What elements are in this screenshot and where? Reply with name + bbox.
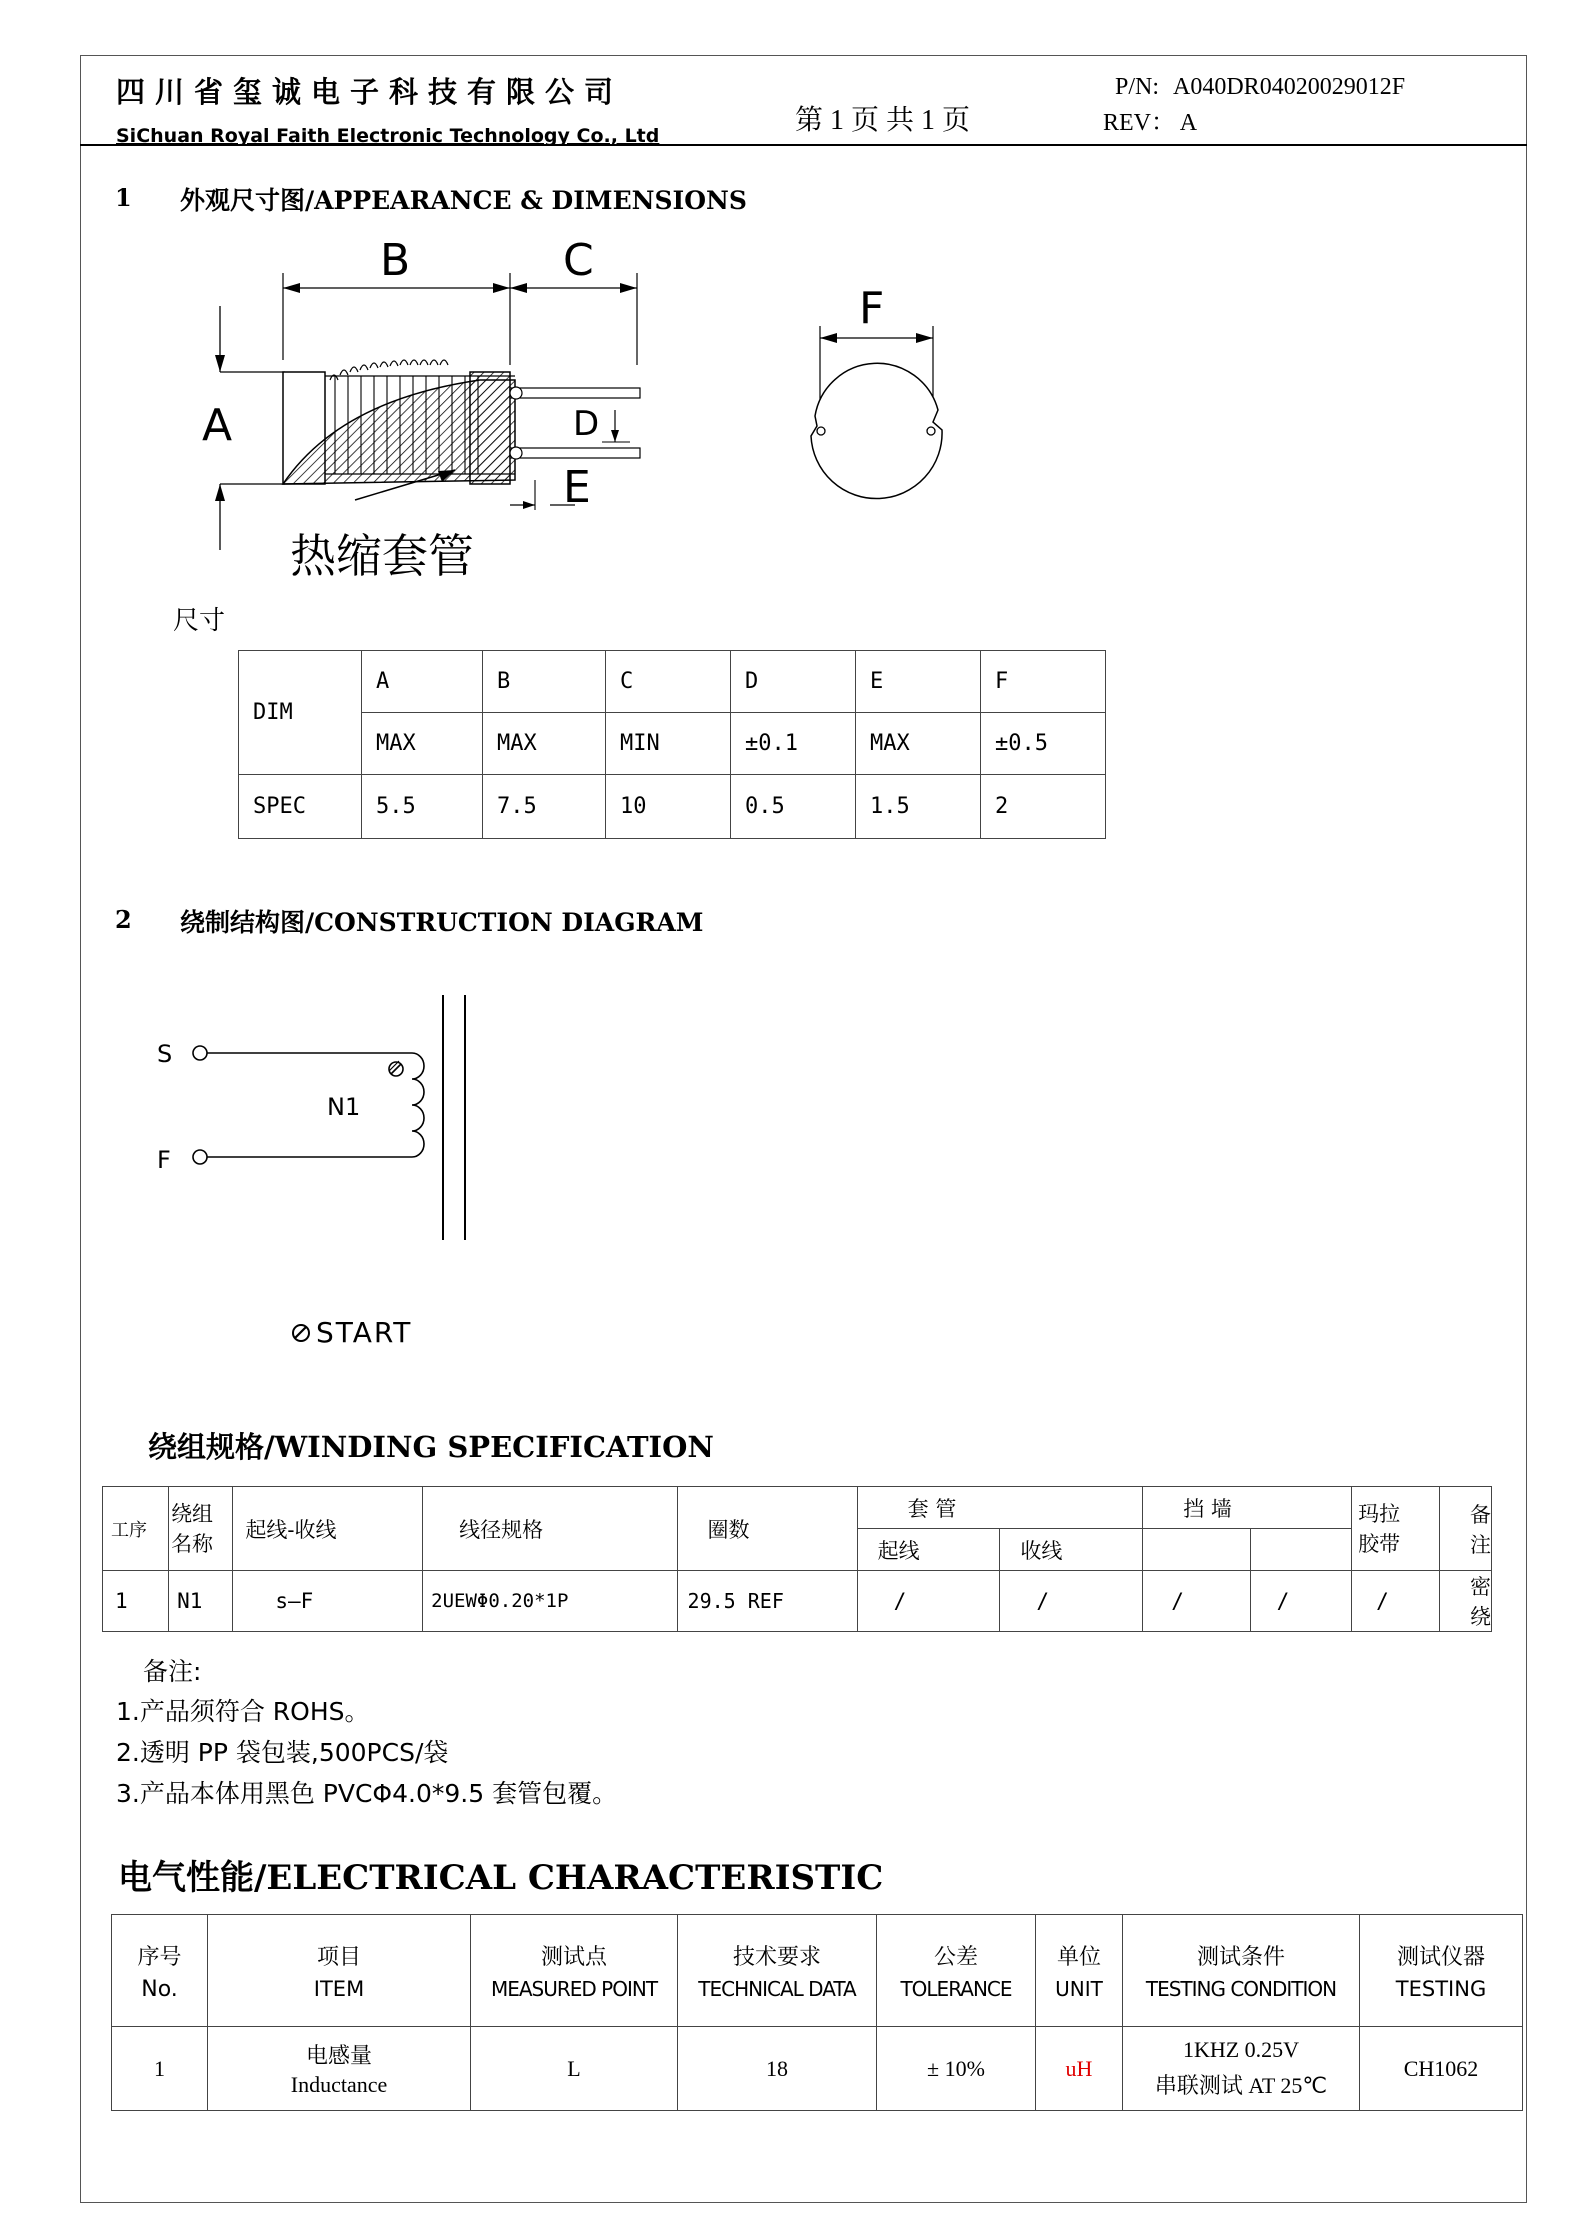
bottom-view-drawing [795,318,955,508]
wh-wall: 挡 墙 [1143,1487,1352,1529]
wh-turns: 圈数 [677,1487,857,1571]
wr-wire: 2UEWΦ0.20*1P [423,1571,677,1632]
rev-value: A [1179,110,1198,136]
dim-col-a: A [362,651,483,713]
label-sleeve: 热缩套管 [290,529,474,583]
eh-tolerance: 公差 TOLERANCE [877,1915,1036,2027]
wr-turns: 29.5 REF [677,1571,857,1632]
eh-testing: 测试仪器 TESTING [1360,1915,1523,2027]
dim-spec-header: SPEC [239,775,362,839]
dim-spec-a: 5.5 [362,775,483,839]
label-C: C [563,235,594,286]
er-unit: uH [1036,2027,1123,2111]
dim-type-e: MAX [856,713,981,775]
label-F: F [859,283,885,334]
company-name-en: SiChuan Royal Faith Electronic Technology Co., Ltd [116,125,660,147]
dim-col-b: B [483,651,606,713]
wh-tape: 玛拉 胶带 [1352,1487,1440,1571]
wh-remark: 备 注 [1440,1487,1492,1571]
wh-start-end: 起线-收线 [233,1487,423,1571]
section1-number: 1 [115,183,132,212]
wr-sleeve-start: / [857,1571,1000,1632]
wr-tape: / [1352,1571,1440,1632]
dim-col-d: D [731,651,856,713]
winding-row [103,1571,1492,1632]
wr-wall-2: / [1250,1571,1352,1632]
eh-unit: 单位 UNIT [1036,1915,1123,2027]
rev-label: REV： [1103,110,1175,136]
winding-spec-title: 绕组规格/WINDING SPECIFICATION [148,1430,714,1464]
company-name-cn: 四川省玺诚电子科技有限公司 [116,75,624,109]
label-D: D [573,404,600,444]
dim-type-d: ±0.1 [731,713,856,775]
wr-remark: 密 绕 [1440,1571,1492,1632]
start-legend: START [316,1316,413,1349]
wh-name: 绕组 名称 [169,1487,233,1571]
eh-point: 测试点 MEASURED POINT [471,1915,678,2027]
dim-type-c: MIN [606,713,731,775]
notes-title: 备注: [143,1657,202,1686]
dim-type-a: MAX [362,713,483,775]
eh-condition: 测试条件 TESTING CONDITION [1123,1915,1360,2027]
er-no: 1 [112,2027,208,2111]
wh-wall-2 [1250,1529,1352,1571]
part-number [1115,74,1405,101]
dim-spec-d: 0.5 [731,775,856,839]
dim-spec-e: 1.5 [856,775,981,839]
wr-name: N1 [169,1571,233,1632]
note-1: 1.产品须符合 ROHS。 [116,1697,370,1726]
dim-spec-b: 7.5 [483,775,606,839]
er-point: L [471,2027,678,2111]
er-data: 18 [678,2027,877,2111]
wr-wall-1: / [1143,1571,1250,1632]
section1-title: 外观尺寸图/APPEARANCE & DIMENSIONS [180,186,747,215]
wr-start-end: s—F [233,1571,423,1632]
dim-type-b: MAX [483,713,606,775]
label-E: E [563,462,591,513]
wh-sleeve: 套 管 [857,1487,1143,1529]
start-dot-icon [290,1322,312,1344]
header-rule [80,144,1527,146]
er-tolerance: ± 10% [877,2027,1036,2111]
dim-type-f: ±0.5 [981,713,1106,775]
wh-sleeve-end: 收线 [1000,1529,1143,1571]
dim-col-c: C [606,651,731,713]
electrical-header-row [112,1915,1523,2027]
label-B: B [380,235,411,286]
wh-sleeve-start: 起线 [857,1529,1000,1571]
page-info: 第 1 页 共 1 页 [795,105,971,136]
electrical-row [112,2027,1523,2111]
diagram-label-s: S [157,1040,173,1068]
wh-wire: 线径规格 [423,1487,677,1571]
winding-spec-table [102,1486,1492,1632]
dim-spec-f: 2 [981,775,1106,839]
wh-wall-1 [1143,1529,1250,1571]
label-A: A [202,400,233,451]
er-condition: 1KHZ 0.25V 串联测试 AT 25℃ [1123,2027,1360,2111]
eh-item: 项目 ITEM [208,1915,471,2027]
dimension-table [238,650,1106,839]
er-item: 电感量 Inductance [208,2027,471,2111]
wr-seq: 1 [103,1571,169,1632]
dim-spec-c: 10 [606,775,731,839]
revision [1103,102,1197,137]
section2-number: 2 [115,905,132,934]
dim-col-e: E [856,651,981,713]
note-2: 2.透明 PP 袋包装,500PCS/袋 [116,1738,449,1767]
pn-value: A040DR04020029012F [1173,74,1406,100]
section2-title: 绕制结构图/CONSTRUCTION DIAGRAM [180,908,704,937]
dim-caption: 尺寸 [173,606,226,636]
eh-data: 技术要求 TECHNICAL DATA [678,1915,877,2027]
wh-seq: 工序 [103,1487,169,1571]
diagram-label-f: F [157,1146,171,1174]
electrical-title: 电气性能/ELECTRICAL CHARACTERISTIC [118,1858,884,1898]
note-3: 3.产品本体用黑色 PVCΦ4.0*9.5 套管包覆。 [116,1779,618,1808]
wr-sleeve-end: / [1000,1571,1143,1632]
eh-no: 序号 No. [112,1915,208,2027]
dim-col-f: F [981,651,1106,713]
dim-row-header: DIM [239,651,362,775]
pn-label: P/N: [1115,74,1160,100]
er-instrument: CH1062 [1360,2027,1523,2111]
diagram-label-n1: N1 [327,1093,361,1121]
electrical-table [111,1914,1523,2111]
